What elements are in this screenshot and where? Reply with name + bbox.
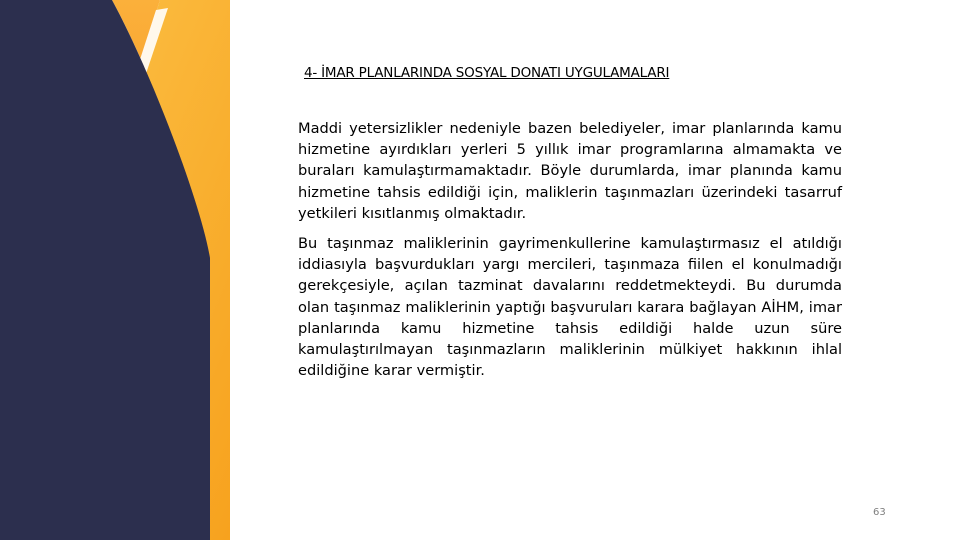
slide-body [298,118,842,390]
paragraph: Maddi yetersizlikler nedeniyle bazen belediyeler, imar planlarında kamu hizmetine ayırdıkları yerleri 5 yıllık imar programlarına almamakta ve buraları kamulaştırmamaktadır. Böyle durumlarda, imar planında kamu hizmetine tahsis edildiği için, maliklerin taşınmazları üzerindeki tasarruf yetkileri kısıtlanmış olmaktadır. [298,120,842,222]
paragraph: Bu taşınmaz maliklerinin gayrimenkullerine kamulaştırmasız el atıldığı iddiasıyla başvurdukları yargı mercileri, taşınmaza fiilen el konulmadığı gerekçesiyle, açılan tazminat davalarını reddetmekteydi. Bu durumda olan taşınmaz maliklerinin yaptığı başvuruları karara bağlayan AİHM, imar planlarında kamu hizmetine tahsis edildiği halde uzun süre kamulaştırılmayan taşınmazların maliklerinin mülkiyet hakkının ihlal edildiğine karar vermiştir. [298,235,842,380]
page-number: 63 [873,507,886,518]
slide-title: 4- İMAR PLANLARINDA SOSYAL DONATI UYGULAMALARI [304,65,670,81]
